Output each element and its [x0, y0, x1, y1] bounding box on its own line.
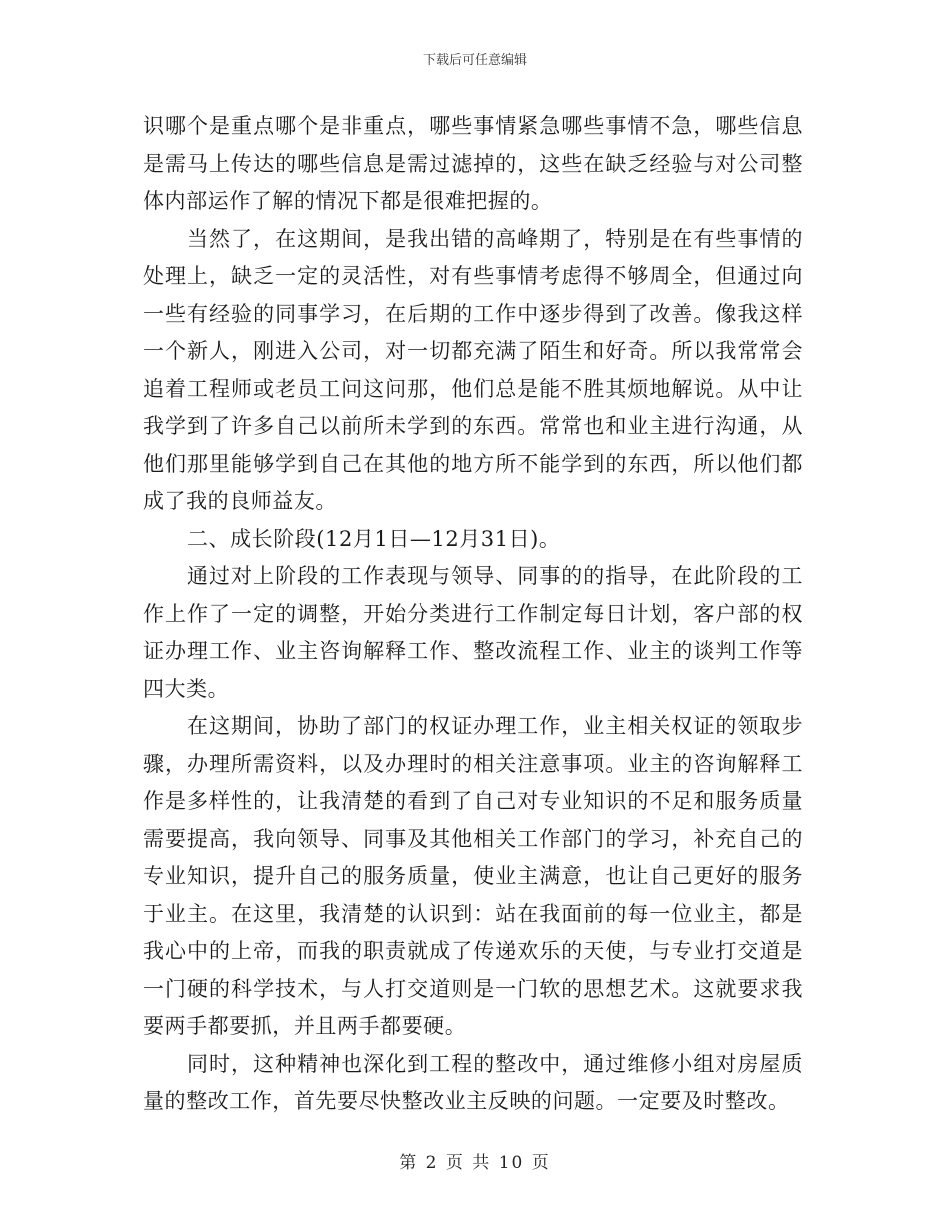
- paragraph: 在这期间，协助了部门的权证办理工作，业主相关权证的领取步骤，办理所需资料，以及办理时的相关注意事项。业主的咨询解释工作是多样性的，让我清楚的看到了自己对专业知识的不足和服务质量需要提高，我向领导、同事及其他相关工作部门的学习，补充自己的专业知识，提升自己的服务质量，使业主满意，也让自己更好的服务于业主。在这里，我清楚的认识到：站在我面前的每一位业主，都是我心中的上帝，而我的职责就成了传递欢乐的天使，与专业打交道是一门硬的科学技术，与人打交道则是一门软的思想艺术。这就要求我要两手都要抓，并且两手都要硬。: [143, 714, 803, 1038]
- paragraph: 识哪个是重点哪个是非重点，哪些事情紧急哪些事情不急，哪些信息是需马上传达的哪些信息是需过滤掉的，这些在缺乏经验与对公司整体内部运作了解的情况下都是很难把握的。: [143, 114, 803, 213]
- page-number-footer: 第 2 页 共 10 页: [399, 1153, 551, 1173]
- section-heading: 二、成长阶段(12月1日—12月31日)。: [187, 526, 561, 551]
- document-body: [143, 108, 803, 1121]
- paragraph: 通过对上阶段的工作表现与领导、同事的的指导，在此阶段的工作上作了一定的调整，开始分类进行工作制定每日计划，客户部的权证办理工作、业主咨询解释工作、整改流程工作、业主的谈判工作等四大类。: [143, 564, 803, 701]
- page-header: 下载后可任意编辑: [422, 53, 527, 68]
- paragraph: 同时，这种精神也深化到工程的整改中，通过维修小组对房屋质量的整改工作，首先要尽快整改业主反映的问题。一定要及时整改。: [143, 1051, 803, 1113]
- paragraph: 当然了，在这期间，是我出错的高峰期了，特别是在有些事情的处理上，缺乏一定的灵活性，对有些事情考虑得不够周全，但通过向一些有经验的同事学习，在后期的工作中逐步得到了改善。像我这样一个新人，刚进入公司，对一切都充满了陌生和好奇。所以我常常会追着工程师或老员工问这问那，他们总是能不胜其烦地解说。从中让我学到了许多自己以前所未学到的东西。常常也和业主进行沟通，从他们那里能够学到自己在其他的地方所不能学到的东西，所以他们都成了我的良师益友。: [143, 226, 803, 513]
